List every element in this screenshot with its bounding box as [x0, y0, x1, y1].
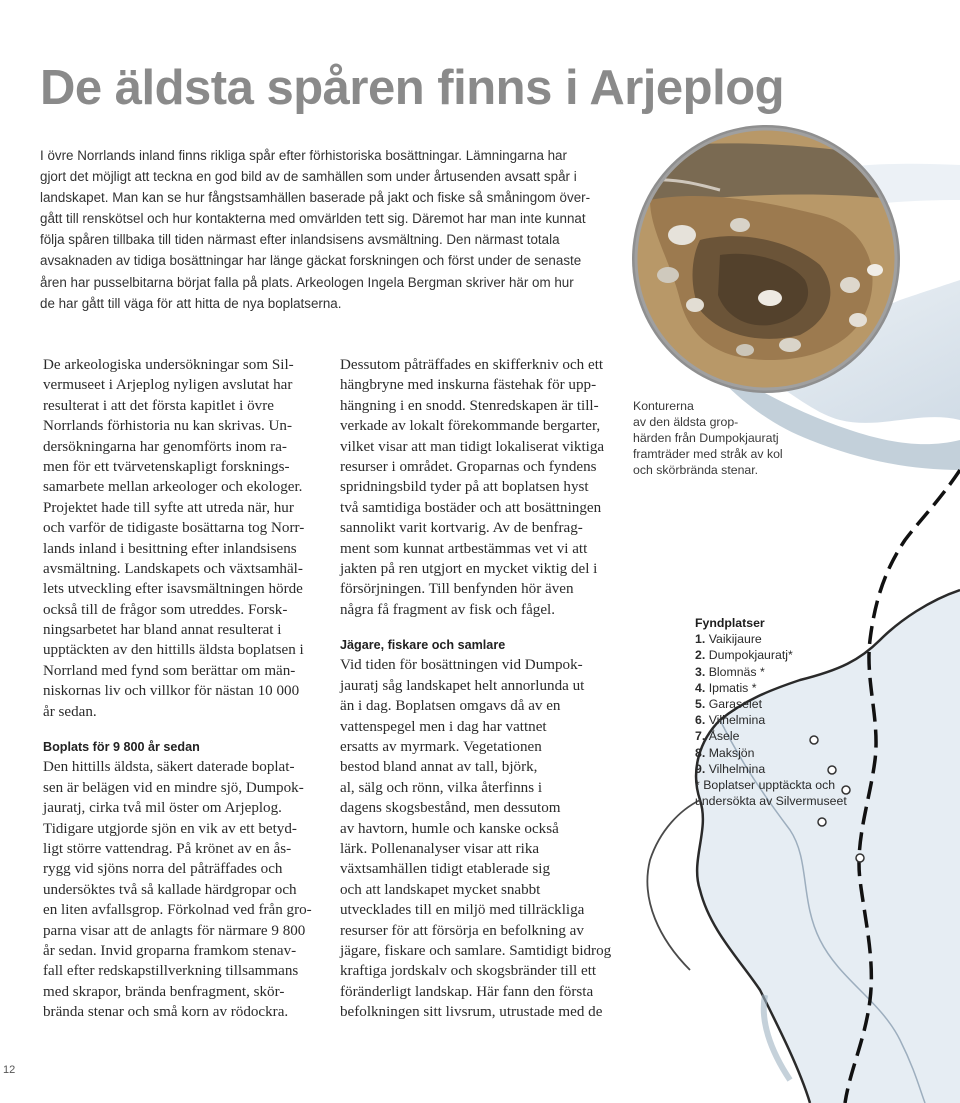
- legend-item: [695, 680, 895, 696]
- body-line: De arkeologiska undersökningar som Sil-: [43, 357, 294, 373]
- legend-item: [695, 712, 895, 728]
- legend-item: [695, 728, 895, 744]
- body-line: sannolikt varit kortvarig. Av de benfrag-: [340, 520, 583, 537]
- body-line: lärk. Pollenanalyser visar att rika: [340, 840, 540, 857]
- legend-title: Fyndplatser: [695, 616, 765, 630]
- body-line: Norrland med fynd som berättar om män-: [43, 662, 296, 679]
- caption-line: av den äldsta grop-: [633, 415, 739, 430]
- legend-place: Dumpokjauratj*: [708, 648, 793, 663]
- body-line: också till de frågor som utreddes. Forsk-: [43, 601, 288, 618]
- legend-item: [695, 696, 895, 712]
- body-line: bestod bland annat av tall, björk,: [340, 759, 538, 776]
- body-line: avsmältning. Landskapets och växtsamhäl-: [43, 560, 303, 577]
- body-line: än i dag. Boplatsen omgavs då av en: [340, 698, 561, 715]
- intro-line: gjort det möjligt att teckna en god bild av de samhällen som under årtusenden avsatt spår i: [40, 169, 577, 185]
- section-heading: Jägare, fiskare och samlare: [340, 638, 506, 653]
- legend-number: 1.: [695, 632, 706, 647]
- legend-item: [695, 761, 895, 777]
- body-line: vattenspegel men i dag har vattnet: [340, 718, 547, 735]
- legend-footnote: * Boplatser upptäckta och: [695, 778, 836, 793]
- body-line: dersökningarna har genomförts inom ra-: [43, 438, 287, 455]
- body-line: jauratj såg landskapet helt annorlunda ut: [340, 677, 585, 694]
- intro-line: I övre Norrlands inland finns rikliga spår efter förhistoriska bosättningar. Lämningarna har: [40, 148, 567, 163]
- legend-item: [695, 745, 895, 761]
- body-line: al, sälg och rönn, vilka återfinns i: [340, 779, 543, 796]
- body-column-right: [340, 355, 640, 1023]
- body-line: år sedan.: [43, 703, 97, 720]
- photo-caption: [633, 398, 833, 478]
- caption-line: framträder med stråk av kol: [633, 447, 783, 462]
- body-line: föränderligt landskap. Här fann den första: [340, 983, 594, 1000]
- legend-number: 4.: [695, 680, 706, 695]
- body-line: rygg vid sjöns norra del påträffades och: [43, 861, 283, 878]
- body-line: jägare, fiskare och samlare. Samtidigt bidrog: [340, 942, 612, 959]
- legend-number: 7.: [695, 729, 706, 744]
- legend-place: Åsele: [708, 729, 740, 744]
- legend-footnote: undersökta av Silvermuseet: [695, 794, 847, 809]
- legend-number: 5.: [695, 697, 706, 712]
- body-line: verkade av lokalt förekommande bergarter,: [340, 418, 601, 435]
- legend-place: Vaikijaure: [708, 632, 762, 647]
- map-legend: [695, 615, 895, 809]
- body-line: ligt större vattendrag. På krönet av en ås-: [43, 840, 292, 857]
- intro-line: gått till renskötsel och hur kontakterna med omvärlden tett sig. Däremot har man inte kunnat: [40, 211, 586, 227]
- body-line: hängning i en snodd. Stenredskapen är till-: [340, 397, 599, 414]
- body-line: sen är belägen vid en mindre sjö, Dumpok-: [43, 779, 304, 796]
- body-column-left: [43, 355, 343, 1023]
- body-line: men för ett tvärvetenskapligt forsknings-: [43, 458, 290, 475]
- body-line: ment som kunnat artbestämmas vet vi att: [340, 540, 588, 557]
- legend-number: 6.: [695, 713, 706, 728]
- body-line: utvecklades till en miljö med tillräckliga: [340, 902, 585, 919]
- body-line: undersöktes två så kallade härdgropar och: [43, 881, 297, 898]
- body-line: resurser för att försörja en befolkning av: [340, 922, 584, 939]
- intro-line: avsaknaden av tidiga bosättningar har länge gäckat forskningen och först under de senaste: [40, 253, 582, 269]
- body-line: jauratj, cirka två mil öster om Arjeplog.: [43, 800, 282, 817]
- intro-text: [40, 145, 620, 314]
- body-line: resurser i området. Groparnas och fyndens: [340, 458, 597, 475]
- body-line: Dessutom påträffades en skifferkniv och ett: [340, 357, 604, 373]
- body-line: år sedan. Invid groparna framkom stenav-: [43, 942, 297, 959]
- intro-line: åren har pusselbitarna börjat falla på plats. Arkeologen Ingela Bergman skriver här om hur: [40, 274, 574, 290]
- body-line: av havtorn, humle och kanske också: [340, 820, 559, 837]
- body-line: jakten på ren utgjort en mycket viktig del i: [340, 560, 598, 577]
- legend-number: 3.: [695, 664, 706, 679]
- legend-item: [695, 664, 895, 680]
- body-line: upptäckten av den hittills äldsta boplatsen i: [43, 642, 304, 659]
- body-line: Tidigare utgjorde sjön en vik av ett betyd-: [43, 820, 297, 837]
- body-line: lands inland i besittning efter inlandsisens: [43, 540, 297, 557]
- body-line: växtsamhällen tidigt etablerade sig: [340, 861, 550, 878]
- body-line: parna visar att de anlagts för närmare 9 800: [43, 922, 306, 939]
- section-heading: Boplats för 9 800 år sedan: [43, 740, 200, 755]
- caption-line: härden från Dumpokjauratj: [633, 431, 779, 446]
- body-line: brända stenar och små korn av rödockra.: [43, 1004, 289, 1021]
- body-line: Den hittills äldsta, säkert daterade boplat-: [43, 759, 295, 776]
- intro-line: följa spåren tillbaka till tiden närmast efter inlandsisens avsmältning. Den närmast totala: [40, 232, 560, 248]
- legend-place: Garaselet: [708, 697, 763, 712]
- body-line: samarbete mellan arkeologer och ekologer.: [43, 479, 303, 496]
- body-line: Norrlands förhistoria nu kan skrivas. Un-: [43, 418, 292, 435]
- body-line: dagens skogsbestånd, men dessutom: [340, 800, 561, 817]
- body-line: försörjningen. Till benfynden hör även: [340, 581, 574, 598]
- body-line: kraftiga jordskalv och skogsbränder till ett: [340, 963, 597, 980]
- legend-number: 2.: [695, 648, 706, 663]
- body-line: Projektet hade till syfte att utreda när, hur: [43, 499, 294, 516]
- legend-place: Vilhelmina: [708, 761, 766, 776]
- caption-line: och skörbrända stenar.: [633, 463, 759, 478]
- body-line: vilket visar att man tidigt lokaliserat viktiga: [340, 438, 605, 455]
- legend-item: [695, 631, 895, 647]
- intro-line: landskapet. Man kan se hur fångstsamhällen baserade på jakt och fiske så småningom över-: [40, 190, 591, 206]
- legend-place: Blomnäs *: [708, 664, 765, 679]
- body-line: vermuseet i Arjeplog nyligen avslutat har: [43, 377, 293, 394]
- body-line: hängbryne med inskurna fästehak för upp-: [340, 377, 597, 394]
- legend-number: 8.: [695, 745, 706, 760]
- body-line: Vid tiden för bosättningen vid Dumpok-: [340, 657, 583, 674]
- body-line: några få fragment av fisk och fågel.: [340, 601, 555, 618]
- legend-place: Maksjön: [708, 745, 755, 760]
- body-line: ersatts av myrmark. Vegetationen: [340, 739, 542, 756]
- body-line: en liten avfallsgrop. Förkolnad ved från gro-: [43, 902, 312, 919]
- body-line: ningsarbetet har bland annat resulterat i: [43, 622, 282, 639]
- body-line: och att landskapet mycket snabbt: [340, 881, 541, 898]
- caption-line: Konturerna: [633, 399, 694, 413]
- body-line: lets utveckling efter isavsmältningen hörde: [43, 581, 303, 598]
- legend-place: Vilhelmina: [708, 713, 766, 728]
- page-number: 12: [3, 1064, 16, 1076]
- legend-place: Ipmatis *: [708, 680, 757, 695]
- body-line: niskornas liv och villkor för nästan 10 000: [43, 683, 300, 700]
- legend-item: [695, 647, 895, 663]
- body-line: spridningsbild tyder på att boplatsen hyst: [340, 479, 589, 496]
- body-line: befolkningen sitt livsrum, utrustade med de: [340, 1004, 603, 1021]
- body-line: och varför de tidigaste bosättarna tog Norr-: [43, 520, 305, 537]
- body-line: två samtidiga bostäder och att bosättningen: [340, 499, 602, 516]
- page-title: De äldsta spåren finns i Arjeplog: [40, 61, 785, 115]
- body-line: fall efter redskapstillverkning tillsammans: [43, 963, 299, 980]
- intro-line: de har gått till väga för att hitta de nya boplatserna.: [40, 295, 342, 311]
- body-line: resulterat i att det första kapitlet i övre: [43, 397, 274, 414]
- body-line: med skrapor, brända benfragment, skör-: [43, 983, 285, 1000]
- legend-number: 9.: [695, 761, 706, 776]
